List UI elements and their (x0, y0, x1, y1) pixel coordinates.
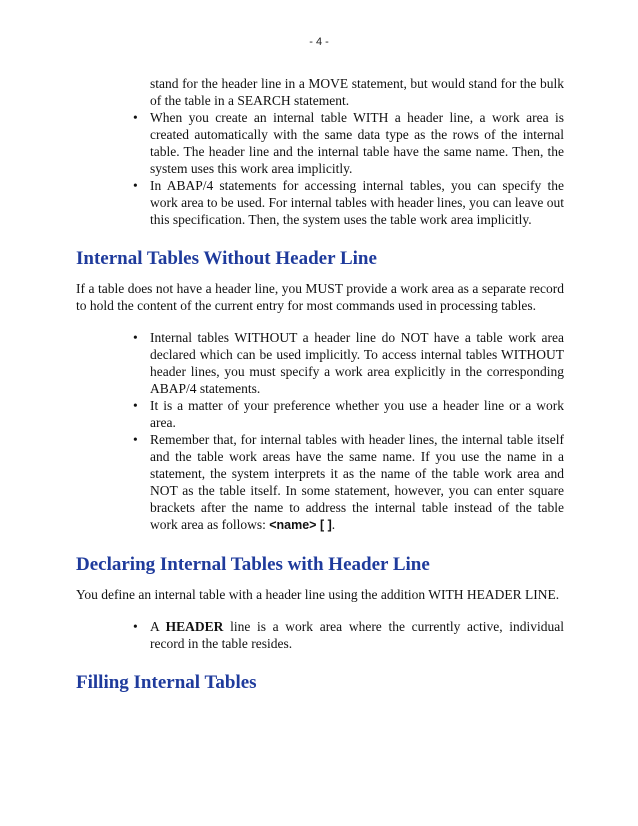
page-number: - 4 - (309, 36, 329, 48)
continued-bullet-text: stand for the header line in a MOVE statement, but would stand for the bulk of the table in a SEARCH statement. (150, 76, 564, 108)
section-heading-declaring: Declaring Internal Tables with Header Line (76, 554, 430, 575)
section-heading-without-header-line: Internal Tables Without Header Line (76, 248, 377, 269)
bold-term: HEADER (165, 619, 224, 634)
bullet-icon: • (133, 398, 138, 413)
list-item: • When you create an internal table WITH a header line, a work area is created automatically with the same data type as the rows of the internal table. The header line and the internal table have the same name. Then, the system uses this work area implicitly. (133, 110, 564, 176)
section-paragraph: If a table does not have a header line, you MUST provide a work area as a separate record to hold the content of the current entry for most commands used in processing tables. (76, 281, 564, 313)
intro-bullet-list (133, 109, 564, 228)
bullet-icon: • (133, 178, 138, 193)
bullet-icon: • (133, 619, 138, 634)
inline-code: <name> [ ] (269, 518, 332, 532)
section-heading-filling: Filling Internal Tables (76, 672, 257, 693)
bullet-icon: • (133, 330, 138, 345)
list-item: • A HEADER line is a work area where the currently active, individual record in the table resides. (133, 619, 564, 651)
bullet-icon: • (133, 110, 138, 125)
list-item: • In ABAP/4 statements for accessing internal tables, you can specify the work area to be used. For internal tables with header lines, you can leave out this specification. Then, the system uses the table work area implicitly. (133, 178, 564, 227)
list-item: • Internal tables WITHOUT a header line do NOT have a table work area declared which can be used implicitly. To access internal tables WITHOUT header lines, you must specify a work area explicitly in the corresponding ABAP/4 statements. (133, 330, 564, 396)
list-item: • It is a matter of your preference whether you use a header line or a work area. (133, 398, 564, 430)
without-header-bullet-list (133, 329, 564, 534)
list-item: • Remember that, for internal tables with header lines, the internal table itself and the table work areas have the same name. If you use the name in a statement, the system interprets it as the name of the table work area and NOT as the table itself. In some statement, however, you can enter square brackets after the name to address the internal table instead of the table work area as follows: <name> [ ]. (133, 432, 564, 532)
bullet-icon: • (133, 432, 138, 447)
declaring-bullet-list (133, 618, 564, 652)
document-body (76, 75, 564, 695)
section-paragraph: You define an internal table with a header line using the addition WITH HEADER LINE. (76, 587, 560, 602)
